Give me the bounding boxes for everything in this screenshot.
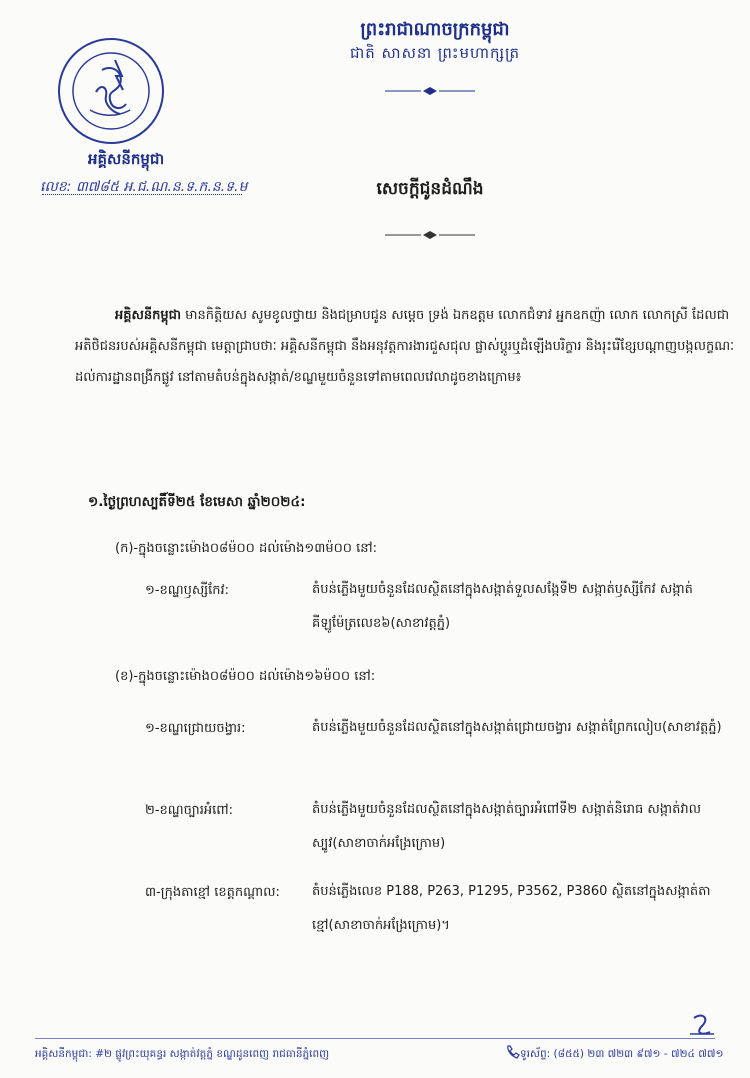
- schedule-day: ១.ថ្ងៃព្រហស្បតិ៍ទី២៥ ខែមេសា ឆ្នាំ២០២៤:: [88, 494, 306, 510]
- area-label: ១-ខណ្ឌជ្រោយចង្វារ:: [145, 721, 246, 736]
- company-logo: [58, 38, 164, 144]
- footer-divider: [35, 1038, 715, 1039]
- intro-lead: អគ្គិសនីកម្ពុជា: [115, 308, 182, 323]
- organization-name: អគ្គិសនីកម្ពុជា: [88, 150, 165, 168]
- reference-number: លេខ: ៣៧៨៥ អ.ជ.ណ.ន.ទ.ក.ន.ទ.ម: [40, 179, 248, 195]
- reference-underline: [42, 194, 242, 195]
- area-description: តំបន់ភ្លើងមួយចំនួនដែលស្ថិតនៅក្នុងសង្កាត់ទួលសង្កែទី២ សង្កាត់ឫស្សីកែវ សង្កាត់គីឡូម៉ែត្រលេខ៦(សាខាវត្តភ្នំ): [312, 582, 693, 631]
- intro-text: មានកិត្តិយស សូមខូលថ្វាយ និងជម្រាបជូន សម្ដេច ទ្រង់ ឯកឧត្តម លោកជំទាវ អ្នកឧកញ៉ា លោក លោកស្រី ដែលជាអតិថិជនរបស់អគ្គិសនីកម្ពុជា មេត្តាជ្រាបថាៈ អគ្គិសនីកម្ពុជា នឹងអនុវត្តការងារជួសជុល ផ្លាស់ប្តូរឬដំឡើងបរិក្ខារ និងរុះរើខ្សែបណ្តាញបង្កលក្ខណៈដល់ការដ្ឋានពង្រីកផ្លូវ នៅតាមតំបន់ក្នុងសង្កាត់/ខណ្ឌមួយចំនួនទៅតាមពេលវេលាដូចខាងក្រោម៖: [75, 308, 735, 385]
- area-description: តំបន់ភ្លើងលេខ P188, P263, P1295, P3562, P3860 ស្ថិតនៅក្នុងសង្កាត់តាខ្មៅ(សាខាចាក់អង្រែក្រោម)។: [312, 884, 711, 933]
- phone-icon: [505, 1044, 521, 1060]
- time-slot-a: (ក)-ក្នុងចន្លោះម៉ោង០៨ម៉០០ ដល់ម៉ោង១៣ម៉០០ នៅ:: [115, 541, 378, 556]
- area-label: ១-ខណ្ឌឫស្សីកែវ:: [145, 583, 230, 598]
- ornament-divider: [385, 80, 475, 99]
- area-description: តំបន់ភ្លើងមួយចំនួនដែលស្ថិតនៅក្នុងសង្កាត់ច្បារអំពៅទី២ សង្កាត់និរោធ សង្កាត់វាលស្បូវ(សាខាចាក់អង្រែក្រោម): [312, 802, 701, 851]
- area-label: ២-ខណ្ឌច្បារអំពៅ:: [145, 803, 233, 818]
- footer-phone: ទូរស័ព្ទ: (៨៥៥) ២៣ ៧២៣ ៩៧១ - ៧២៤ ៧៧១: [520, 1048, 724, 1060]
- title-ornament-divider: [385, 224, 475, 243]
- area-description: តំបន់ភ្លើងមួយចំនួនដែលស្ថិតនៅក្នុងសង្កាត់ជ្រោយចង្វារ សង្កាត់ព្រែកលៀប(សាខាវត្តភ្នំ): [312, 720, 722, 735]
- national-motto: ជាតិ សាសនា ព្រះមហាក្សត្រ: [349, 44, 521, 62]
- document-title: សេចក្តីជូនដំណឹង: [376, 179, 484, 199]
- kingdom-heading: ព្រះរាជាណាចក្រកម្ពុជា: [360, 19, 510, 40]
- intro-paragraph: [75, 300, 735, 393]
- initials-mark: [688, 1012, 716, 1038]
- time-slot-b: (ខ)-ក្នុងចន្លោះម៉ោង០៨ម៉០០ ដល់ម៉ោង១៦ម៉០០ នៅ:: [115, 669, 376, 684]
- footer-address: អគ្គិសនីកម្ពុជា: #២ ផ្លូវព្រះយុគន្ធរ សង្កាត់វត្តភ្នំ ខណ្ឌដូនពេញ រាជធានីភ្នំពេញ: [35, 1048, 330, 1060]
- area-label: ៣-ក្រុងតាខ្មៅ ខេត្តកណ្តាល:: [145, 885, 280, 900]
